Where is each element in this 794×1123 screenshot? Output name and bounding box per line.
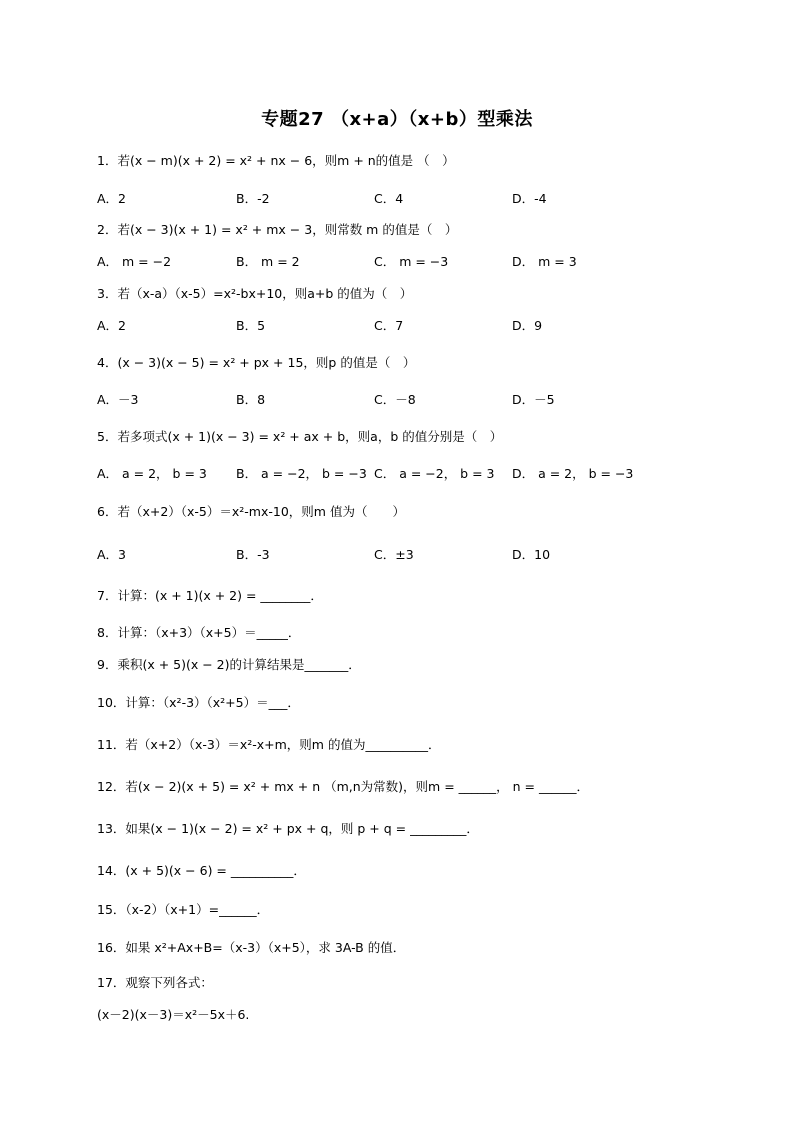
question-1: 1．若(x − m)(x + 2) = x² + nx − 6，则m + n的值是 （ ） [97, 153, 455, 168]
q6-option-d: D．10 [512, 547, 551, 562]
question-15: 15．（x-2）（x+1）=______． [97, 902, 270, 917]
page-title: 专题27 （x+a）（x+b）型乘法 [261, 109, 533, 130]
q5-option-a: A． a = 2， b = 3 [97, 466, 207, 481]
q4-option-c: C．－8 [374, 392, 416, 407]
q1-option-d: D．-4 [512, 191, 547, 206]
question-5: 5．若多项式(x + 1)(x − 3) = x² + ax + b，则a，b 的值分别是（ ） [97, 429, 503, 444]
q3-option-c: C．7 [374, 318, 404, 333]
q6-option-c: C．±3 [374, 547, 414, 562]
q1-option-b: B．-2 [236, 191, 270, 206]
question-4: 4．(x − 3)(x − 5) = x² + px + 15，则p 的值是（ ） [97, 355, 416, 370]
q4-option-b: B．8 [236, 392, 266, 407]
q2-option-a: A． m = −2 [97, 254, 172, 269]
question-3: 3．若（x-a）（x-5）=x²-bx+10，则a+b 的值为（ ） [97, 286, 413, 301]
question-11: 11．若（x+2）（x-3）＝x²-x+m，则m 的值为__________． [97, 737, 441, 752]
q1-option-c: C．4 [374, 191, 404, 206]
question-17: 17．观察下列各式： [97, 975, 213, 990]
question-10: 10．计算：（x²-3）（x²+5）＝___． [97, 695, 300, 710]
question-13: 13．如果(x − 1)(x − 2) = x² + px + q，则 p + q = _________． [97, 821, 479, 836]
question-16: 16．如果 x²+Ax+B=（x-3）（x+5），求 3A-B 的值． [97, 940, 406, 955]
q1-option-a: A．2 [97, 191, 127, 206]
q5-option-d: D． a = 2， b = −3 [512, 466, 634, 481]
q6-option-a: A．3 [97, 547, 127, 562]
example-equation: (x－2)(x－3)＝x²－5x＋6. [97, 1007, 250, 1022]
q6-option-b: B．-3 [236, 547, 270, 562]
question-6: 6．若（x+2）（x-5）＝x²-mx-10，则m 值为（ ） [97, 504, 405, 519]
question-8: 8．计算：（x+3）（x+5）＝_____． [97, 625, 301, 640]
q2-option-b: B． m = 2 [236, 254, 300, 269]
question-2: 2．若(x − 3)(x + 1) = x² + mx − 3，则常数 m 的值是（ ） [97, 222, 458, 237]
question-9: 9．乘积(x + 5)(x − 2)的计算结果是_______． [97, 657, 361, 672]
q2-option-d: D． m = 3 [512, 254, 577, 269]
q2-option-c: C． m = −3 [374, 254, 449, 269]
q3-option-a: A．2 [97, 318, 127, 333]
q3-option-b: B．5 [236, 318, 266, 333]
q3-option-d: D．9 [512, 318, 543, 333]
q4-option-d: D．－5 [512, 392, 555, 407]
q5-option-c: C． a = −2， b = 3 [374, 466, 495, 481]
question-7: 7．计算：(x + 1)(x + 2) = ________． [97, 588, 323, 603]
q4-option-a: A．－3 [97, 392, 139, 407]
question-14: 14．(x + 5)(x − 6) = __________． [97, 863, 306, 878]
question-12: 12．若(x − 2)(x + 5) = x² + mx + n （m,n为常数)，则m = ______， n = ______． [97, 779, 589, 794]
q5-option-b: B． a = −2， b = −3 [236, 466, 367, 481]
